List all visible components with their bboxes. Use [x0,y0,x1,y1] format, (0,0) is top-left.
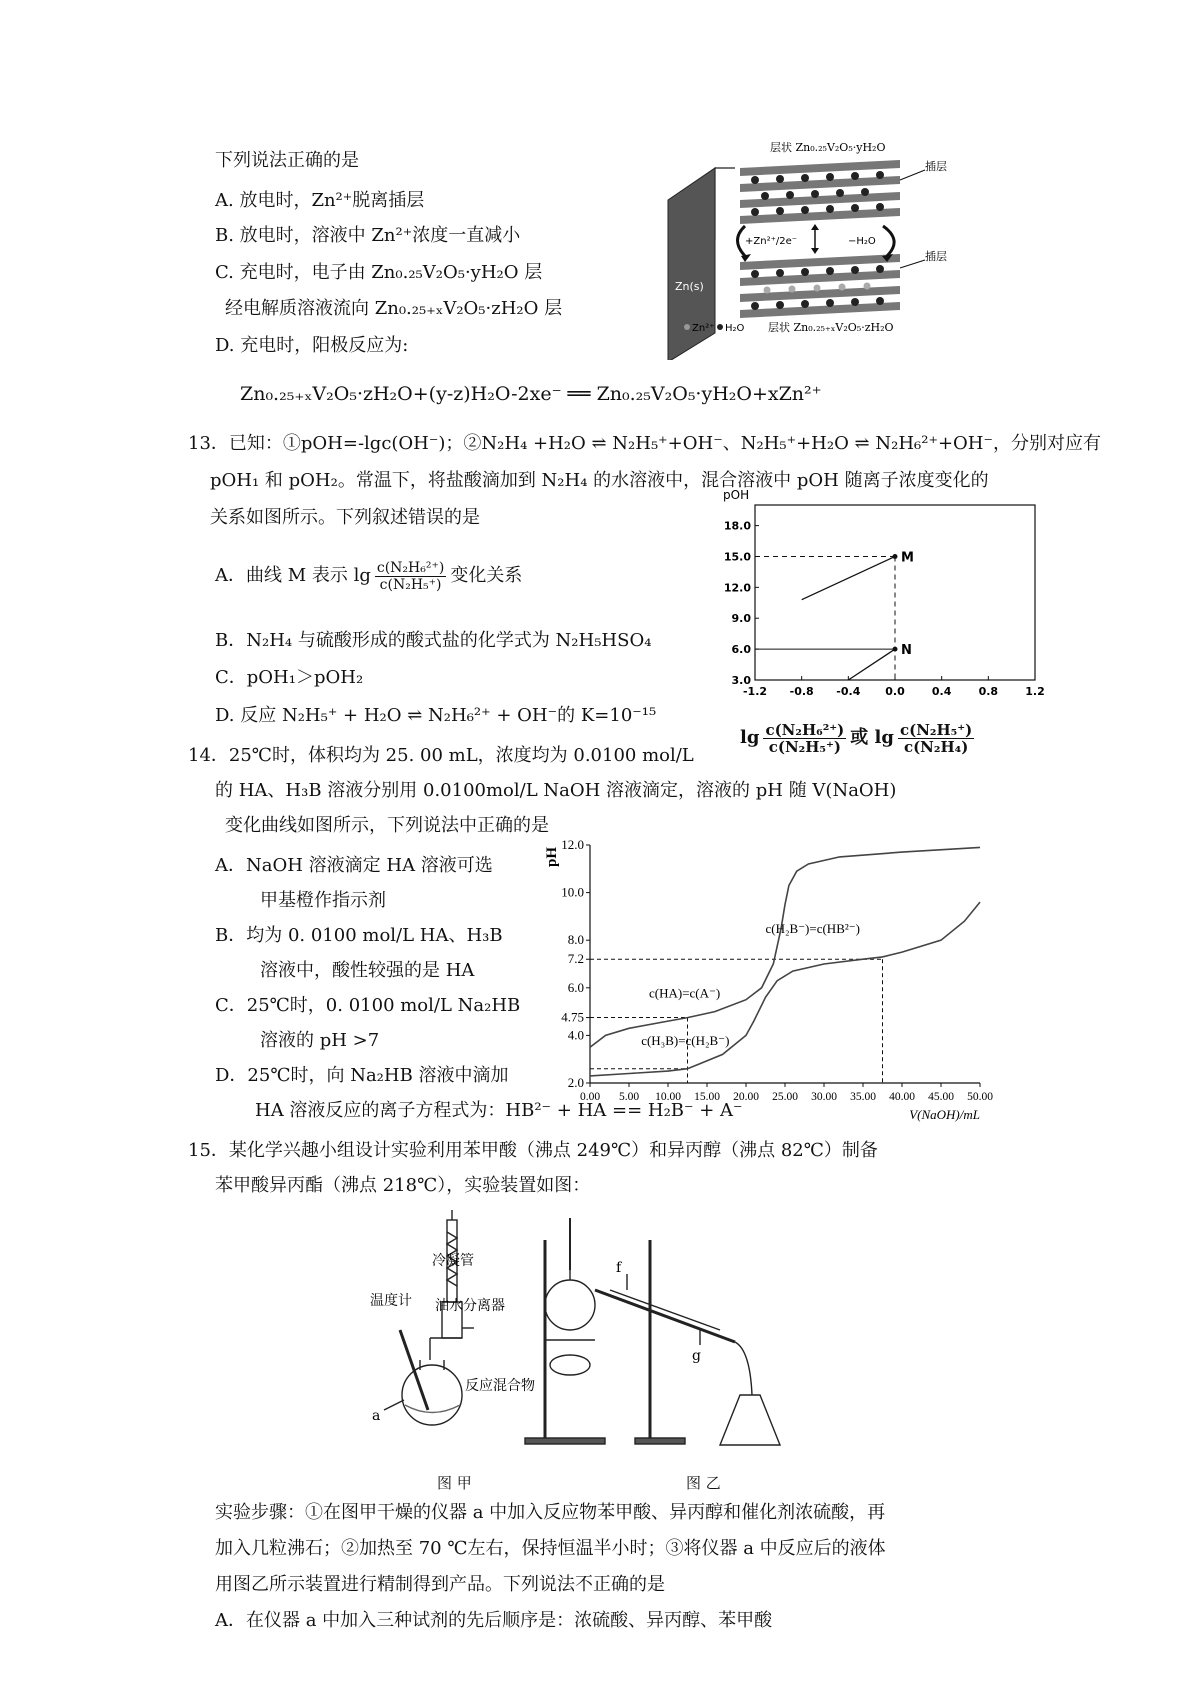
label-thermometer: 温度计 [370,1293,412,1309]
q15-steps-3: 用图乙所示装置进行精制得到产品。下列说法不正确的是 [215,1574,665,1595]
q13-option-a-den: c(N₂H₅⁺) [379,576,442,593]
q12-stem: 下列说法正确的是 [215,150,359,171]
label-condenser: 冷凝管 [432,1253,474,1269]
q14-option-a-cont: 甲基橙作指示剂 [260,890,386,911]
x-tick-label: 0.4 [931,685,952,698]
q13-option-b: B．N₂H₄ 与硫酸形成的酸式盐的化学式为 N₂H₅HSO₄ [215,630,652,651]
q12-option-c-cont: 经电解质溶液流向 Zn₀.₂₅₊ₓV₂O₅·zH₂O 层 [225,298,563,319]
q14-option-b-cont: 溶液中，酸性较强的是 HA [260,960,475,981]
label-mixture: 反应混合物 [465,1378,535,1394]
q13-option-a-post: 变化关系 [450,565,523,586]
q13-line3: 关系如图所示。下列叙述错误的是 [210,507,480,528]
q12-option-d: D. 充电时，阳极反应为: [215,335,409,356]
series-line-N [848,649,895,680]
y-tick-label: 4.75 [561,1009,584,1025]
q14-line2: 的 HA、H₃B 溶液分别用 0.0100mol/L NaOH 溶液滴定，溶液的 pH 随 V(NaOH) [215,780,897,801]
y-tick-label: 6.0 [731,643,751,657]
electrode-label: Zn(s) [675,280,704,293]
liebig-condenser-icon [595,1290,735,1342]
x-tick-label: 0.8 [978,685,999,698]
q13-option-a-pre: A．曲线 M 表示 lg [215,565,371,586]
thermometer-icon [400,1330,428,1410]
curve-annotation: c(H₂B⁻)=c(HB²⁻) [765,921,860,937]
y-tick-label: 12.0 [561,837,584,852]
q15-line2: 苯甲酸异丙酯（沸点 218℃），实验装置如图： [215,1175,591,1196]
q14-line3: 变化曲线如图所示，下列说法中正确的是 [225,815,549,836]
y-tick-label: 9.0 [731,612,751,626]
caption-jia: 图 甲 [437,1474,472,1492]
xlabel-num-1: c(N₂H₆²⁺) [765,720,845,739]
receiving-flask-icon [720,1395,780,1445]
insert-label-top: 插层 [925,160,947,173]
x-tick-label: 35.00 [850,1091,876,1103]
y-tick-label: 6.0 [567,979,584,995]
q14-option-c: C．25℃时，0. 0100 mol/L Na₂HB [215,995,521,1016]
q13-option-a-fraction [375,560,446,593]
x-tick-label: 25.00 [772,1091,798,1103]
series-label-N: N [901,643,912,659]
q13-option-a [215,550,522,602]
curve-annotation: c(HA)=c(A⁻) [649,985,721,1001]
x-tick-label: 15.00 [694,1091,720,1103]
q14-option-d: D．25℃时，向 Na₂HB 溶液中滴加 [215,1065,509,1086]
q13-line2: pOH₁ 和 pOH₂。常温下，将盐酸滴加到 N₂H₄ 的水溶液中，混合溶液中 pOH 随离子浓度变化的 [210,470,989,491]
y-tick-label: 12.0 [723,581,751,595]
q12-option-a: A. 放电时，Zn²⁺脱离插层 [215,190,425,211]
flask-a-icon [402,1365,462,1425]
q13-option-d: D. 反应 N₂H₅⁺ + H₂O ⇌ N₂H₆²⁺ + OH⁻的 K=10⁻¹⁵ [215,705,657,726]
label-g: g [692,1348,701,1364]
x-tick-label: 0.0 [885,685,905,698]
xlabel-fraction-2 [898,722,974,755]
xlabel-den-2: c(N₂H₄) [903,737,969,756]
x-tick-label: -0.8 [789,685,814,698]
y-axis-label: pOH [723,488,750,502]
x-tick-label: 45.00 [928,1091,954,1103]
x-tick-label: 5.00 [618,1091,640,1103]
y-tick-label: 18.0 [723,519,751,533]
apparatus-jia [384,1210,474,1425]
q12-option-c: C. 充电时，电子由 Zn₀.₂₅V₂O₅·yH₂O 层 [215,262,543,283]
xlabel-fraction-1 [763,722,846,755]
series-label-M: M [901,550,914,566]
x-tick-label: 1.2 [1025,685,1045,698]
q15-option-a: A．在仪器 a 中加入三种试剂的先后顺序是：浓硫酸、异丙醇、苯甲酸 [215,1610,773,1631]
q13-option-a-num: c(N₂H₆²⁺) [376,559,445,576]
insertion-label: +Zn²⁺/2e⁻ [745,236,798,247]
top-layer-label: 层状 Zn₀.₂₅V₂O₅·yH₂O [770,141,886,154]
insertion-arrow [738,226,746,256]
y-tick-label: 4.0 [567,1027,584,1043]
dehydration-label: −H₂O [848,236,876,247]
y-axis-label: pH [544,846,560,867]
y-tick-label: 10.0 [561,884,584,900]
q13-line1: 13．已知：①pOH=-lgc(OH⁻)；②N₂H₄ +H₂O ⇌ N₂H₅⁺+OH⁻、N₂H₅⁺+H₂O ⇌ N₂H₆²⁺+OH⁻，分别对应有 [188,433,1101,454]
x-tick-label: -1.2 [742,685,768,698]
legend-h2o: H₂O [725,323,745,334]
x-tick-label: 10.00 [655,1091,681,1103]
poh-chart-xlabel [740,710,978,766]
ph-titration-chart [540,835,1000,1125]
xlabel-den-1: c(N₂H₅⁺) [768,737,841,756]
series-end-point-N [893,647,898,652]
q12-option-b: B. 放电时，溶液中 Zn²⁺浓度一直减小 [215,225,521,246]
y-tick-label: 8.0 [567,932,584,948]
q14-option-d-cont: HA 溶液反应的离子方程式为：HB²⁻ + HA == H₂B⁻ + A⁻ [255,1100,743,1121]
q14-option-a: A．NaOH 溶液滴定 HA 溶液可选 [215,855,493,876]
distillation-flask-icon [545,1280,595,1330]
q15-steps-2: 加入几粒沸石；②加热至 70 ℃左右，保持恒温半小时；③将仪器 a 中反应后的液体 [215,1538,886,1559]
q15-steps-1: 实验步骤：①在图甲干燥的仪器 a 中加入反应物苯甲酸、异丙醇和催化剂浓硫酸，再 [215,1502,886,1523]
lower-layer-stack [740,254,900,318]
poh-chart [715,485,1045,705]
x-tick-label: 50.00 [967,1091,993,1103]
q14-option-b: B．均为 0. 0100 mol/L HA、H₃B [215,925,503,946]
x-axis-label: V(NaOH)/mL [909,1107,980,1122]
q15-line1: 15．某化学兴趣小组设计实验利用苯甲酸（沸点 249℃）和异丙醇（沸点 82℃）制备 [188,1140,878,1161]
xlabel-num-2: c(N₂H₅⁺) [899,720,973,739]
curve-annotation: c(H₃B)=c(H₂B⁻) [641,1032,730,1048]
apparatus-figure [370,1210,830,1460]
dehydration-arrow [883,226,894,256]
caption-yi: 图 乙 [686,1474,721,1492]
series-end-point-M [893,554,898,559]
q12-anode-equation: Zn₀.₂₅₊ₓV₂O₅·zH₂O+(y-z)H₂O-2xe⁻ ══ Zn₀.₂₅V₂O₅·yH₂O+xZn²⁺ [240,383,822,405]
y-tick-label: 3.0 [731,674,751,687]
xlabel-or-lg: 或 lg [850,727,894,748]
x-tick-label: 20.00 [733,1091,759,1103]
insert-label-bottom: 插层 [925,250,947,263]
x-tick-label: 0.00 [579,1091,601,1103]
x-tick-label: 40.00 [889,1091,915,1103]
upper-layer-stack [740,160,900,224]
legend-zn: Zn²⁺ [692,323,715,334]
label-a: a [372,1408,381,1424]
label-f: f [616,1260,622,1276]
label-separator: 油水分离器 [435,1298,505,1314]
x-tick-label: 30.00 [811,1091,837,1103]
bottom-layer-label: 层状 Zn₀.₂₅₊ₓV₂O₅·zH₂O [768,321,894,334]
apparatus-yi [525,1218,780,1445]
q13-option-c: C．pOH₁＞pOH₂ [215,667,364,688]
series-line-M [802,556,895,599]
x-tick-label: -0.4 [836,685,861,698]
q14-option-c-cont: 溶液的 pH >7 [260,1030,380,1051]
y-tick-label: 15.0 [723,550,751,564]
y-tick-label: 7.2 [567,951,584,967]
battery-structure-figure [655,140,985,360]
y-tick-label: 2.0 [567,1075,584,1090]
q14-line1: 14．25℃时，体积均为 25. 00 mL，浓度均为 0.0100 mol/L [188,745,694,766]
xlabel-lg: lg [740,727,760,748]
